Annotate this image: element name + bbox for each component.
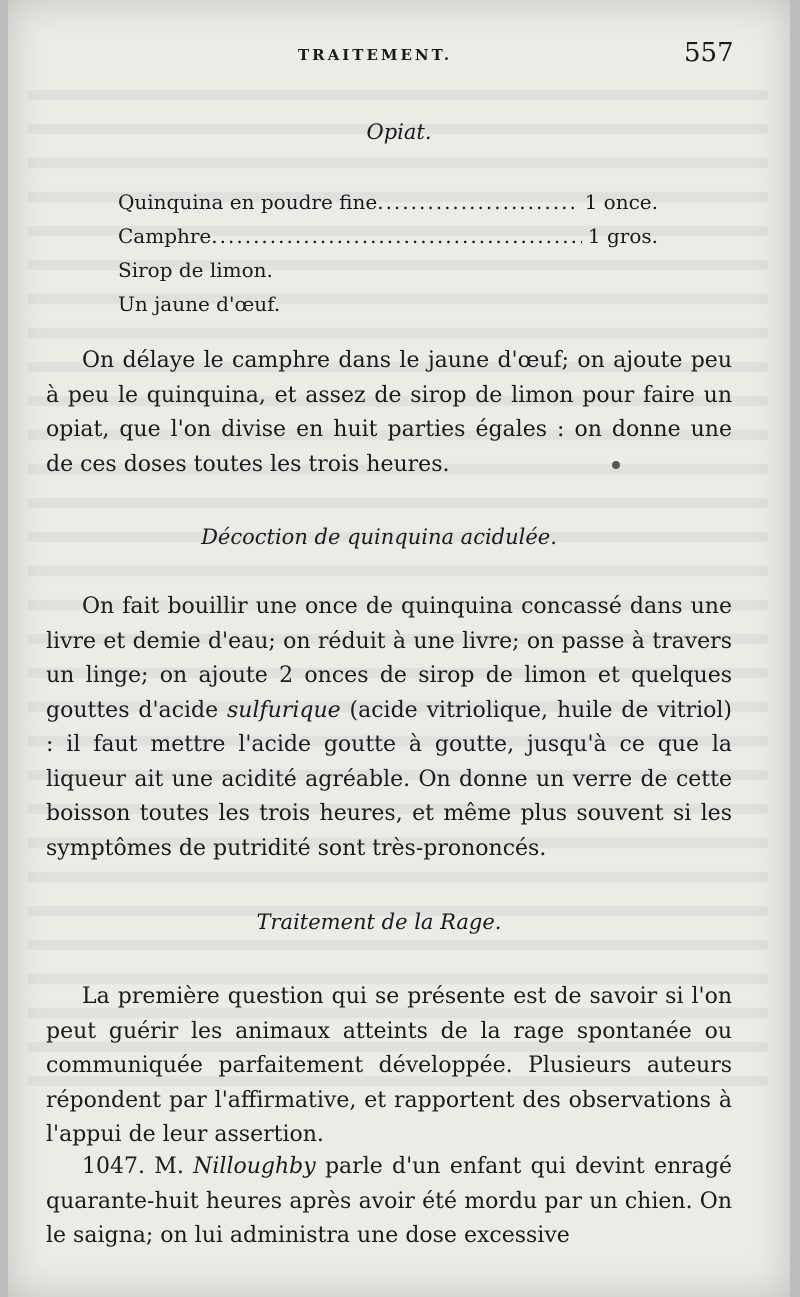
ingredient-quantity: 1 once. <box>584 190 658 214</box>
ingredient-row <box>118 219 658 253</box>
ingredient-name: Sirop de limon. <box>118 258 273 282</box>
paragraph-text: parle d'un enfant qui devint enragé quarante-huit heures après avoir été mordu par un chien. On le saigna; on lui administra une dose excessive <box>46 1154 732 1248</box>
rage-paragraph-2 <box>46 1150 732 1254</box>
page-number: 557 <box>684 38 734 68</box>
paragraph-text: M. <box>144 1154 194 1179</box>
dot-leader <box>211 219 582 253</box>
paragraph-text: On délaye le camphre dans le jaune d'œuf; on ajoute peu à peu le quinquina, et assez de sirop de limon pour faire un opiat, que l'on divise en huit parties égales : on donne une de ces doses toutes les trois heures. <box>46 348 732 477</box>
dot-leader <box>377 185 578 219</box>
paragraph-text: La première question qui se présente est de savoir si l'on peut guérir les animaux atteints de la rage spontanée ou communiquée parfaitement développée. Plusieurs auteurs répondent par l'affirmative, et rapportent des observations à l'appui de leur assertion. <box>46 984 732 1147</box>
section-title-rage: Traitement de la Rage. <box>256 910 502 934</box>
ingredient-row <box>118 185 658 219</box>
ingredient-row <box>118 253 658 287</box>
ink-blot <box>612 461 620 469</box>
section-title-decoction: Décoction de quinquina acidulée. <box>201 525 557 549</box>
decoction-paragraph <box>46 590 732 866</box>
paragraph-text: (acide vitriolique, huile de vitriol) : il faut mettre l'acide goutte à goutte, jusqu'à ce que la liqueur ait une acidité agréable. On donne un verre de cette boisson toutes les trois heures, et même plus souvent si les symptômes de putridité sont très-prononcés. <box>46 697 732 861</box>
ingredient-row <box>118 287 658 321</box>
book-page <box>8 0 790 1297</box>
ingredient-quantity: 1 gros. <box>587 224 658 248</box>
paragraph-text: On fait bouillir une once de quinquina concassé dans une livre et demie d'eau; on réduit à une livre; on passe à travers un linge; on ajoute 2 onces de sirop de limon et quelques gouttes d'acide <box>46 594 732 723</box>
italic-term: sulfurique <box>227 697 341 723</box>
opiat-instructions <box>46 344 732 482</box>
opiat-ingredient-list <box>118 185 658 321</box>
rage-paragraph-1 <box>46 980 732 1153</box>
section-title-opiat: Opiat. <box>366 120 432 144</box>
italic-name: Nilloughby <box>193 1154 316 1179</box>
paragraph-number: 1047. <box>82 1154 145 1179</box>
ingredient-name: Camphre <box>118 224 212 248</box>
ingredient-name: Un jaune d'œuf. <box>118 292 281 316</box>
ingredient-name: Quinquina en poudre fine <box>118 190 378 214</box>
running-header: TRAITEMENT. <box>298 46 453 64</box>
